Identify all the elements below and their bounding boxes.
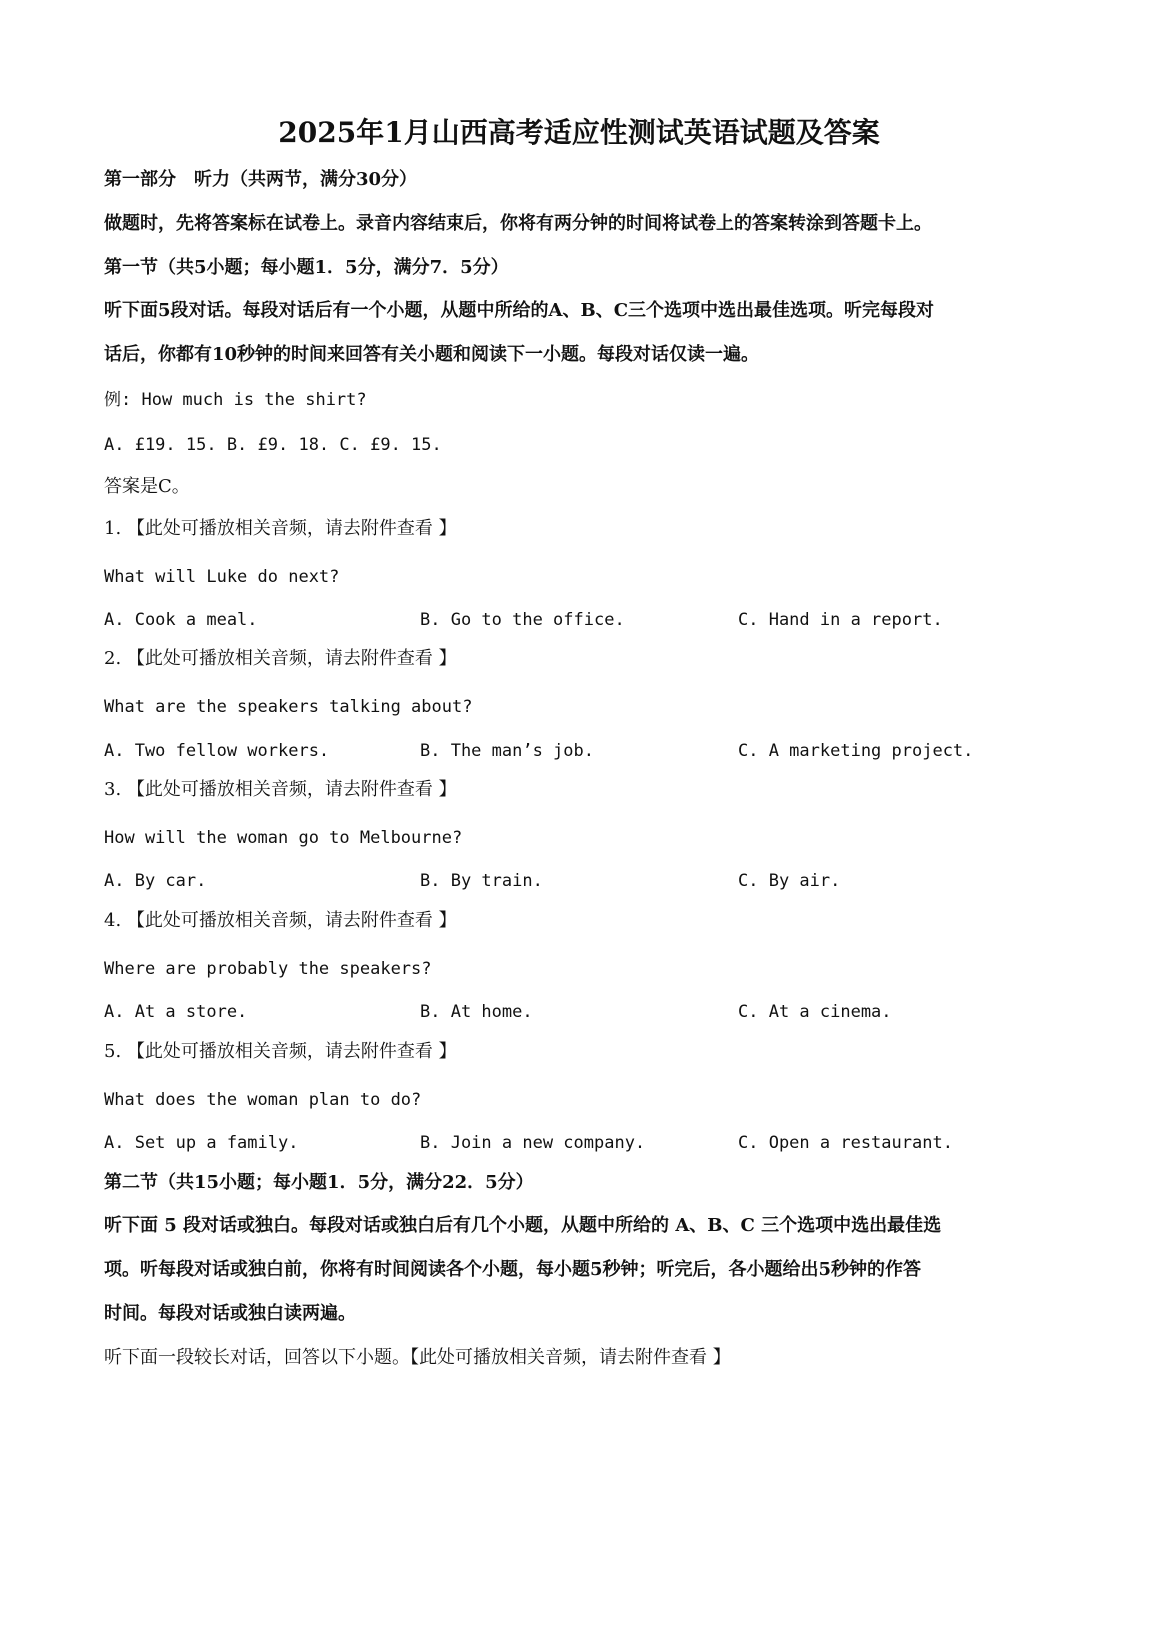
section1-heading: 第一节（共5小题；每小题1．5分，满分7．5分） [104, 257, 509, 278]
question-5-text: What does the woman plan to do? [104, 1090, 422, 1110]
question-3-option-a: A. By car. [104, 871, 207, 891]
question-1-text: What will Luke do next? [104, 567, 340, 587]
question-4-text: Where are probably the speakers? [104, 959, 432, 979]
question-2-option-a: A. Two fellow workers. [104, 741, 330, 761]
part1-heading: 第一部分 听力（共两节，满分30分） [104, 169, 418, 190]
section2-intro-line1: 听下面 5 段对话或独白。每段对话或独白后有几个小题，从题中所给的 A、B、C 三个选项中选出最佳选 [104, 1215, 942, 1236]
question-5-option-a: A. Set up a family. [104, 1133, 299, 1153]
question-3-label: 3. 【此处可播放相关音频，请去附件查看 】 [104, 779, 457, 800]
question-4-option-b: B. At home. [420, 1002, 533, 1022]
question-3-option-c: C. By air. [738, 871, 841, 891]
section1-intro-line1: 听下面5段对话。每段对话后有一个小题，从题中所给的A、B、C三个选项中选出最佳选项。听完每段对 [104, 300, 935, 321]
section1-intro-line2: 话后，你都有10秒钟的时间来回答有关小题和阅读下一小题。每段对话仅读一遍。 [104, 344, 760, 365]
question-3-text: How will the woman go to Melbourne? [104, 828, 463, 848]
question-2-option-b: B. The man’s job. [420, 741, 594, 761]
question-2-label: 2. 【此处可播放相关音频，请去附件查看 】 [104, 648, 457, 669]
question-4-option-c: C. At a cinema. [738, 1002, 892, 1022]
question-4-label: 4. 【此处可播放相关音频，请去附件查看 】 [104, 910, 457, 931]
question-1-option-c: C. Hand in a report. [738, 610, 943, 630]
question-5-option-b: B. Join a new company. [420, 1133, 646, 1153]
section2-intro-line2: 项。听每段对话或独白前，你将有时间阅读各个小题，每小题5秒钟；听完后，各小题给出5秒钟的作答 [104, 1259, 922, 1280]
question-2-option-c: C. A marketing project. [738, 741, 974, 761]
section2-heading: 第二节（共15小题；每小题1．5分，满分22．5分） [104, 1172, 534, 1193]
section2-intro-line3: 时间。每段对话或独白读两遍。 [104, 1303, 356, 1324]
document-title: 2025年1月山西高考适应性测试英语试题及答案 [278, 116, 880, 149]
question-5-option-c: C. Open a restaurant. [738, 1133, 953, 1153]
example-question: 例: How much is the shirt? [104, 390, 367, 410]
section2-listen-prompt: 听下面一段较长对话，回答以下小题。【此处可播放相关音频，请去附件查看 】 [104, 1347, 731, 1368]
question-1-option-a: A. Cook a meal. [104, 610, 258, 630]
question-1-label: 1. 【此处可播放相关音频，请去附件查看 】 [104, 518, 457, 539]
question-5-label: 5. 【此处可播放相关音频，请去附件查看 】 [104, 1041, 457, 1062]
example-answer: 答案是C。 [104, 476, 190, 497]
question-3-option-b: B. By train. [420, 871, 543, 891]
example-options: A. £19. 15. B. £9. 18. C. £9. 15. [104, 435, 442, 455]
question-2-text: What are the speakers talking about? [104, 697, 473, 717]
question-1-option-b: B. Go to the office. [420, 610, 625, 630]
instruction-text: 做题时，先将答案标在试卷上。录音内容结束后，你将有两分钟的时间将试卷上的答案转涂到答题卡上。 [104, 213, 932, 234]
question-4-option-a: A. At a store. [104, 1002, 248, 1022]
